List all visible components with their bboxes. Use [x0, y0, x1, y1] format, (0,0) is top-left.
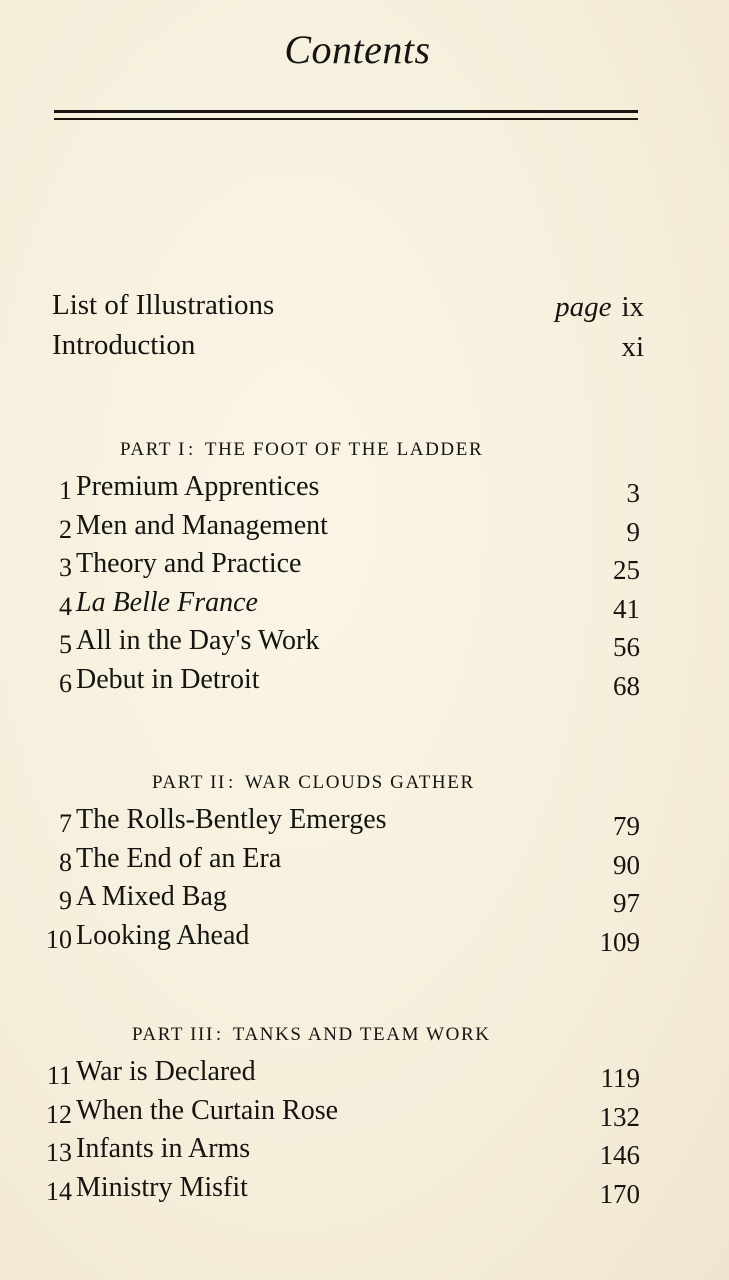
chapter-number: 12 [46, 1099, 72, 1129]
chapter-number: 7 [59, 809, 72, 838]
front-matter-item[interactable] [52, 286, 644, 326]
chapter-list-part-3 [40, 1053, 640, 1207]
chapter-title: Premium Apprentices [76, 471, 320, 502]
part-heading-3 [132, 1023, 491, 1047]
part-colon: : [227, 772, 235, 793]
chapter-row[interactable] [40, 622, 640, 661]
chapter-page: 132 [599, 1101, 640, 1132]
chapter-number: 4 [59, 591, 72, 621]
chapter-row[interactable] [40, 545, 640, 584]
chapter-page: 97 [613, 888, 640, 918]
chapter-page: 109 [599, 926, 640, 957]
chapter-title: War is Declared [76, 1056, 256, 1087]
part-title: WAR CLOUDS GATHER [244, 772, 475, 793]
chapter-number: 13 [46, 1138, 72, 1167]
front-matter-label: Introduction [52, 329, 196, 361]
chapter-page: 146 [599, 1140, 640, 1170]
chapter-title: The Rolls-Bentley Emerges [76, 804, 387, 835]
chapter-title: All in the Day's Work [76, 625, 320, 656]
front-matter-page-ref [621, 328, 644, 366]
chapter-row[interactable] [40, 1169, 640, 1208]
chapter-number: 5 [59, 630, 72, 659]
front-matter-page: ix [621, 291, 644, 323]
chapter-row[interactable] [40, 507, 640, 546]
title-rule-upper [54, 110, 638, 113]
front-matter-label: List of Illustrations [52, 289, 275, 321]
chapter-row[interactable] [40, 878, 640, 917]
chapter-row[interactable] [40, 840, 640, 879]
chapter-title: Men and Management [76, 509, 328, 541]
part-colon: : [215, 1024, 223, 1045]
chapter-row[interactable] [40, 584, 640, 623]
chapter-row[interactable] [40, 1130, 640, 1169]
chapter-number: 11 [46, 1061, 72, 1090]
part-label: PART II [152, 772, 226, 793]
chapter-title: La Belle France [76, 586, 258, 618]
chapter-page: 41 [613, 593, 640, 624]
front-matter-list [52, 286, 644, 366]
page-title: Contents [284, 27, 431, 72]
chapter-page: 9 [626, 516, 640, 547]
front-matter-page: xi [621, 331, 644, 363]
page-word: page [555, 291, 612, 323]
chapter-number: 1 [59, 476, 72, 505]
part-title: THE FOOT OF THE LADDER [204, 439, 484, 460]
chapter-list-part-2 [40, 801, 640, 955]
front-matter-page-ref [555, 288, 644, 326]
chapter-number: 9 [59, 886, 72, 915]
chapter-page: 25 [613, 555, 640, 585]
chapter-row[interactable] [40, 1053, 640, 1092]
chapter-page: 119 [600, 1063, 640, 1093]
part-colon: : [188, 439, 195, 460]
chapter-list-part-1 [40, 468, 640, 699]
chapter-page: 79 [613, 811, 640, 841]
chapter-number: 3 [59, 553, 72, 582]
front-matter-item[interactable] [52, 326, 644, 366]
chapter-page: 170 [599, 1178, 640, 1209]
chapter-number: 2 [59, 514, 72, 544]
chapter-title: Infants in Arms [76, 1133, 251, 1164]
chapter-title: A Mixed Bag [76, 881, 227, 912]
chapter-number: 14 [46, 1176, 72, 1206]
chapter-number: 10 [46, 924, 72, 954]
chapter-title: Debut in Detroit [76, 663, 260, 695]
chapter-row[interactable] [40, 468, 640, 507]
chapter-title: Theory and Practice [76, 548, 302, 579]
chapter-row[interactable] [40, 1092, 640, 1131]
chapter-page: 3 [626, 478, 640, 508]
chapter-title: Ministry Misfit [76, 1171, 248, 1203]
chapter-number: 8 [59, 847, 72, 877]
chapter-number: 6 [59, 668, 72, 698]
chapter-row[interactable] [40, 917, 640, 956]
part-label: PART I [120, 439, 187, 460]
chapter-title: The End of an Era [76, 842, 282, 874]
chapter-page: 68 [613, 670, 640, 701]
chapter-page: 90 [613, 849, 640, 880]
part-title: TANKS AND TEAM WORK [232, 1024, 491, 1045]
part-label: PART III [132, 1024, 214, 1045]
chapter-row[interactable] [40, 801, 640, 840]
chapter-row[interactable] [40, 661, 640, 700]
part-heading-2 [152, 771, 475, 795]
chapter-title: When the Curtain Rose [76, 1094, 339, 1126]
chapter-page: 56 [613, 632, 640, 662]
part-heading-1 [120, 438, 483, 462]
title-rule-lower [54, 118, 638, 120]
chapter-title: Looking Ahead [76, 919, 250, 951]
